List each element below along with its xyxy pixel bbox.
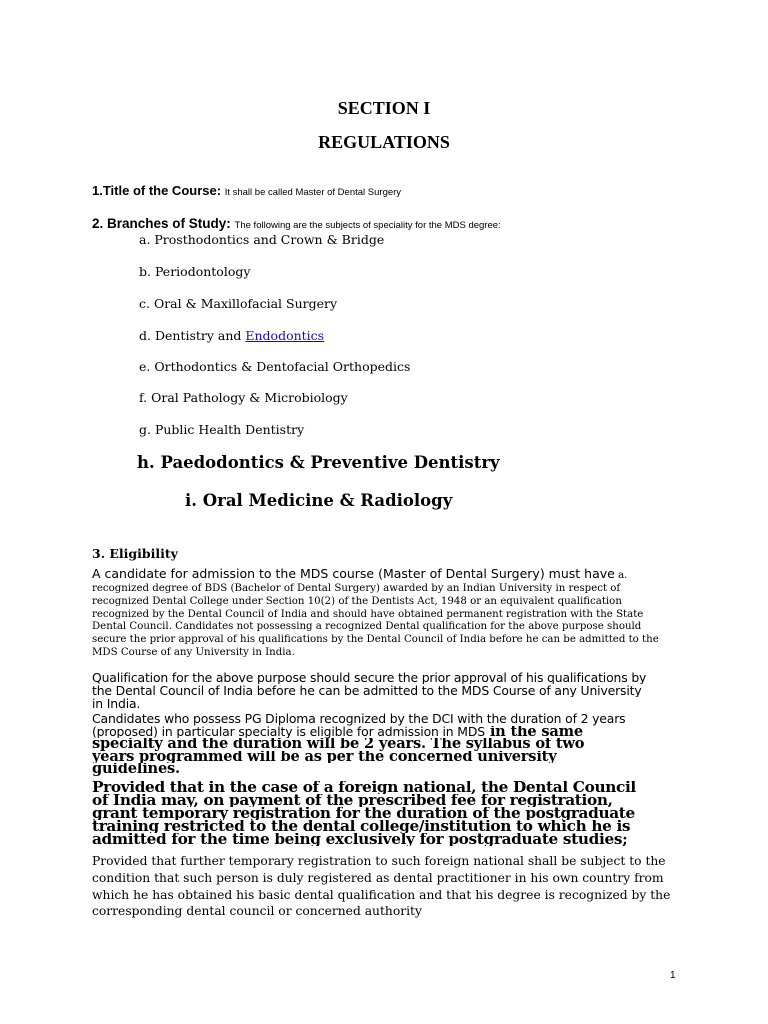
branch-d	[139, 328, 324, 343]
page-number: 1	[670, 970, 676, 981]
endodontics-link[interactable]: Endodontics	[245, 328, 325, 343]
para3-line-3: specialty and the duration will be 2 years. The syllabus of two	[92, 738, 585, 751]
branch-e: e. Orthodontics & Dentofacial Orthopedics	[139, 359, 411, 374]
course-title-item	[92, 183, 401, 198]
branch-d-text: d. Dentistry and	[139, 328, 246, 343]
para1-line-1: A candidate for admission to the MDS course (Master of Dental Surgery) must have a.	[92, 566, 628, 581]
para1-line-2: recognized degree of BDS (Bachelor of Dental Surgery) awarded by an Indian University in respect of	[92, 583, 621, 594]
regulations-title: REGULATIONS	[318, 132, 450, 152]
para5-line-4: corresponding dental council or concerned authority	[92, 904, 422, 919]
eligibility-paragraph-3	[92, 713, 675, 776]
eligibility-paragraph-2	[92, 671, 675, 710]
branches-text: The following are the subjects of speciality for the MDS degree:	[234, 220, 501, 231]
branch-c: c. Oral & Maxillofacial Surgery	[139, 296, 338, 311]
branch-g: g. Public Health Dentistry	[139, 422, 305, 437]
para2-line-2: the Dental Council of India before he can be admitted to the MDS Course of any University	[92, 684, 642, 697]
branch-f: f. Oral Pathology & Microbiology	[139, 390, 348, 405]
para4-line-4: training restricted to the dental college/institution to which he is	[92, 820, 631, 833]
course-title-text: It shall be called Master of Dental Surgery	[224, 187, 402, 198]
eligibility-paragraph-1	[92, 566, 675, 660]
para5-line-3: which he has obtained his basic dental qualification and that his degree is recognized by the	[92, 887, 671, 902]
section-title: SECTION I	[337, 98, 431, 118]
branches-label: 2. Branches of Study:	[92, 216, 231, 231]
eligibility-paragraph-5	[92, 853, 675, 920]
para5-line-2: condition that such person is duly registered as dental practitioner in his own country from	[92, 870, 664, 885]
para3-line-5: guidelines.	[92, 763, 180, 776]
course-title-label: 1.Title of the Course:	[92, 183, 222, 198]
eligibility-heading: 3. Eligibility	[92, 546, 178, 561]
para4-line-3: grant temporary registration for the duration of the postgraduate	[92, 807, 635, 820]
branch-b: b. Periodontology	[139, 264, 251, 279]
branch-i: i. Oral Medicine & Radiology	[185, 491, 453, 510]
para1-line-6: secure the prior approval of his qualifications by the Dental Council of India before he can be admitted to the	[92, 634, 659, 646]
para1-line-3: recognized Dental College under Section 10(2) of the Dentists Act, 1948 or an equivalent qualification	[92, 595, 622, 607]
para5-line-1: Provided that further temporary registration to such foreign national shall be subject to the	[92, 854, 666, 868]
para4-line-5: admitted for the time being exclusively for postgraduate studies;	[92, 833, 628, 846]
branches-item	[92, 216, 501, 231]
branch-a: a. Prosthodontics and Crown & Bridge	[139, 232, 385, 247]
para4-line-1: Provided that in the case of a foreign national, the Dental Council	[92, 781, 636, 794]
para2-line-3: in India.	[92, 697, 141, 710]
para3-line-1: Candidates who possess PG Diploma recognized by the DCI with the duration of 2 years	[92, 713, 626, 726]
branch-h: h. Paedodontics & Preventive Dentistry	[137, 453, 500, 472]
para2-line-1: Qualification for the above purpose should secure the prior approval of his qualifications by	[92, 671, 647, 684]
para3-line-2: (proposed) in particular specialty is eligible for admission in MDS in the same	[92, 725, 583, 738]
para1-line-7: MDS Course of any University in India.	[92, 646, 295, 658]
para1-line-4: recognized by the Dental Council of India and should have obtained permanent registration with the State	[92, 608, 644, 620]
eligibility-paragraph-4	[92, 781, 675, 846]
para4-line-2: of India may, on payment of the prescribed fee for registration,	[92, 794, 613, 807]
para3-line-4: years programmed will be as per the concerned university	[92, 750, 557, 763]
para1-line-5: Dental Council. Candidates not possessing a recognized Dental qualification for the above purpose should	[92, 621, 642, 633]
